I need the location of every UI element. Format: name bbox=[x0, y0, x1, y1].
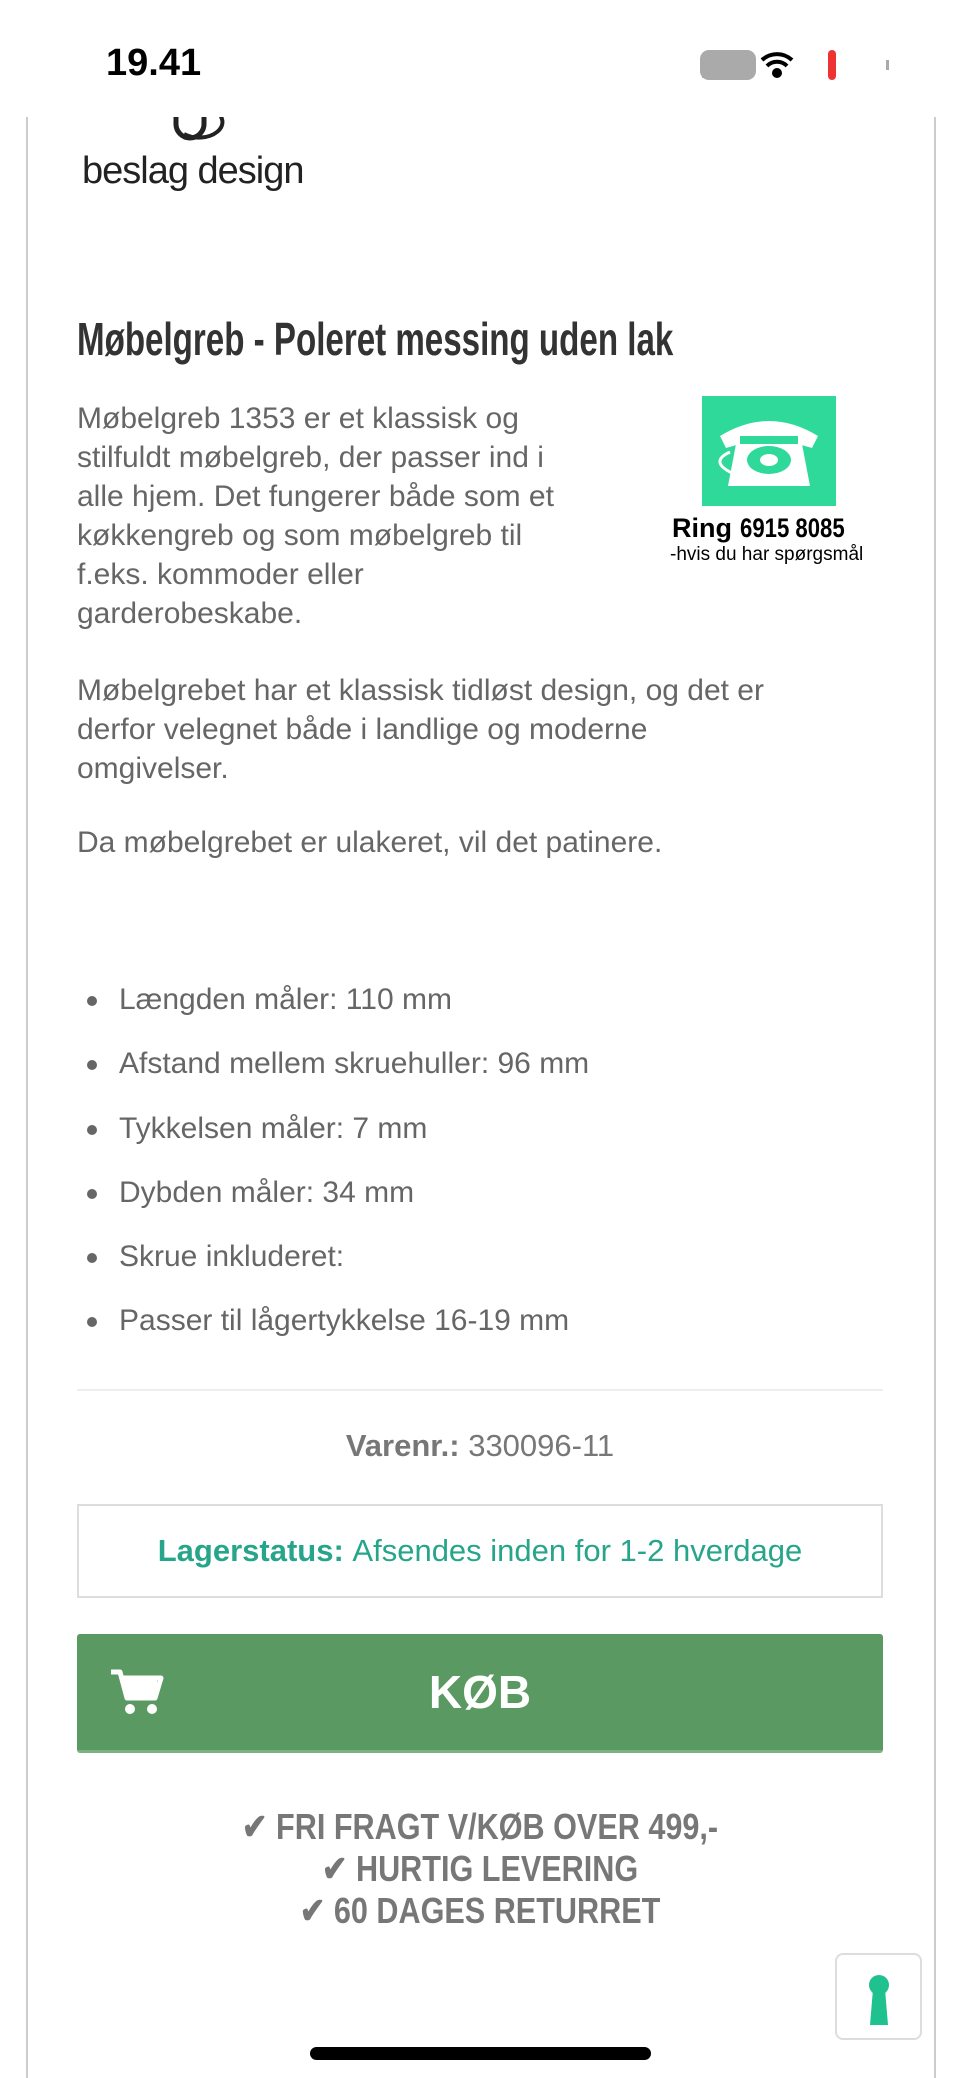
divider bbox=[77, 1389, 883, 1391]
buy-label: KØB bbox=[428, 1666, 532, 1718]
status-bar bbox=[0, 0, 960, 117]
stock-label: Lagerstatus: bbox=[157, 1533, 344, 1568]
spec-text: Afstand mellem skruehuller: 96 mm bbox=[119, 1047, 590, 1080]
accessibility-button[interactable] bbox=[835, 1953, 922, 2040]
battery-icon bbox=[700, 50, 756, 80]
spec-item bbox=[87, 1304, 569, 1338]
logo[interactable]: beslag design bbox=[82, 150, 304, 192]
sku bbox=[77, 1428, 883, 1464]
phone-subtitle: -hvis du har spørgsmål bbox=[670, 544, 864, 565]
description-line: garderobeskabe. bbox=[77, 597, 303, 630]
product-paragraph-2 bbox=[77, 671, 764, 788]
paragraph-line: derfor velegnet både i landlige og moderne bbox=[77, 713, 648, 746]
spec-item bbox=[87, 983, 452, 1017]
paragraph-line: Møbelgrebet har et klassisk tidløst design, og det er bbox=[77, 674, 764, 707]
telephone-icon bbox=[702, 396, 836, 506]
home-indicator[interactable] bbox=[310, 2047, 651, 2060]
feature-text: HURTIG LEVERING bbox=[355, 1848, 639, 1889]
keyhole-icon bbox=[837, 1955, 924, 2042]
spec-text: Tykkelsen måler: 7 mm bbox=[119, 1112, 428, 1145]
product-title: Møbelgreb - Poleret messing uden lak bbox=[77, 313, 674, 365]
status-icons bbox=[700, 48, 900, 82]
spec-text: Dybden måler: 34 mm bbox=[119, 1176, 415, 1209]
buy-button[interactable] bbox=[77, 1634, 883, 1753]
spec-item bbox=[87, 1112, 427, 1146]
spec-text: Længden måler: 110 mm bbox=[119, 983, 452, 1016]
spec-item bbox=[87, 1047, 589, 1081]
spec-item bbox=[87, 1240, 344, 1274]
description-line: Møbelgreb 1353 er et klassisk og bbox=[77, 402, 519, 435]
feature-item: ✔ 60 DAGES RETURRET bbox=[299, 1890, 661, 1931]
paragraph-line: omgivelser. bbox=[77, 752, 229, 785]
sku-label: Varenr.: bbox=[345, 1428, 460, 1463]
cart-icon bbox=[109, 1666, 165, 1716]
status-time: 19.41 bbox=[106, 42, 202, 84]
sku-value: 330096-11 bbox=[468, 1428, 615, 1463]
spec-text: Passer til lågertykkelse 16-19 mm bbox=[119, 1304, 570, 1337]
product-description bbox=[77, 399, 554, 633]
stock-status bbox=[77, 1504, 883, 1598]
description-line: alle hjem. Det fungerer både som et bbox=[77, 480, 554, 513]
feature-text: 60 DAGES RETURRET bbox=[333, 1890, 661, 1931]
feature-text: FRI FRAGT V/KØB OVER 499,- bbox=[276, 1806, 719, 1847]
battery-level: 15 bbox=[842, 54, 870, 81]
wifi-icon bbox=[762, 54, 792, 76]
product-paragraph-3: Da møbelgrebet er ulakeret, vil det patinere. bbox=[77, 826, 663, 859]
spec-text: Skrue inkluderet: bbox=[119, 1240, 345, 1273]
feature-item: ✔ HURTIG LEVERING bbox=[321, 1848, 639, 1889]
ring-label: Ring bbox=[672, 513, 732, 543]
phone-number[interactable]: 6915 8085 bbox=[739, 513, 845, 543]
description-line: køkkengreb og som møbelgreb til bbox=[77, 519, 523, 552]
stock-value: Afsendes inden for 1-2 hverdage bbox=[352, 1533, 803, 1568]
phone-banner[interactable] bbox=[672, 396, 877, 566]
spec-item bbox=[87, 1176, 414, 1210]
feature-item: ✔ FRI FRAGT V/KØB OVER 499,- bbox=[241, 1806, 719, 1847]
description-line: stilfuldt møbelgreb, der passer ind i bbox=[77, 441, 544, 474]
description-line: f.eks. kommoder eller bbox=[77, 558, 364, 591]
